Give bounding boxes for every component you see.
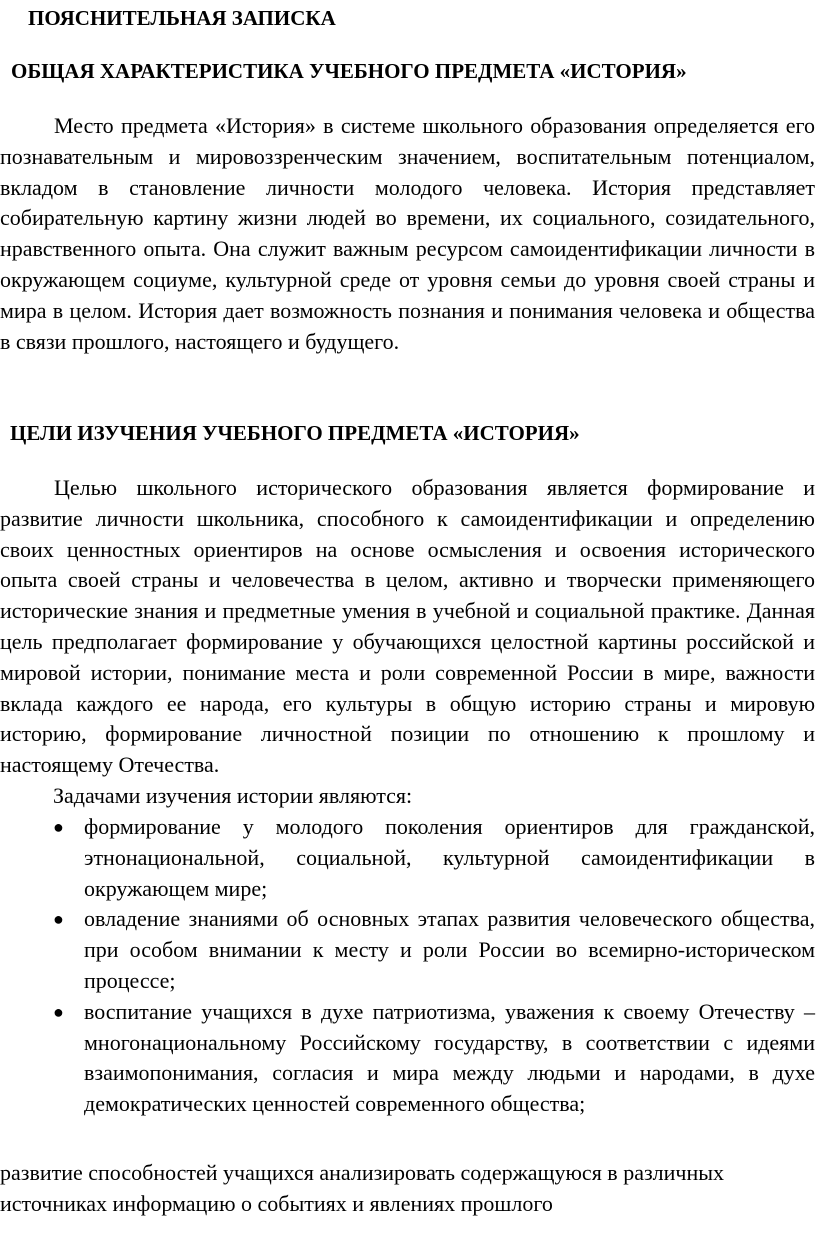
bullet-icon: ● xyxy=(53,909,64,930)
list-item xyxy=(0,997,815,1120)
section-heading-general: ОБЩАЯ ХАРАКТЕРИСТИКА УЧЕБНОГО ПРЕДМЕТА «ИСТОРИЯ» xyxy=(11,59,687,83)
list-item-text: формирование у молодого поколения ориентиров для гражданской, этнонациональной, социальной, культурной самоидентификации в окружающем мире; xyxy=(84,814,815,901)
list-item xyxy=(0,904,815,996)
document-title: ПОЯСНИТЕЛЬНАЯ ЗАПИСКА xyxy=(28,6,336,30)
bullet-icon: ● xyxy=(53,1001,64,1022)
list-item-text: овладение знаниями об основных этапах развития человеческого общества, при особом внимании к месту и роли России во всемирно-историческом процессе; xyxy=(84,906,815,993)
section-paragraph-general: Место предмета «История» в системе школьного образования определяется его познавательным и мировоззренческим значением, воспитательным потенциалом, вкладом в становление личности молодого человека. История представляет собирательную картину жизни людей во времени, их социального, созидательного, нравственного опыта. Она служит важным ресурсом самоидентификации личности в окружающем социуме, культурной среде от уровня семьи до уровня своей страны и мира в целом. История дает возможность познания и понимания человека и общества в связи прошлого, настоящего и будущего. xyxy=(0,113,815,354)
section-heading-goals: ЦЕЛИ ИЗУЧЕНИЯ УЧЕБНОГО ПРЕДМЕТА «ИСТОРИЯ» xyxy=(10,421,580,445)
bullet-icon: ● xyxy=(53,817,64,837)
list-item-text: воспитание учащихся в духе патриотизма, уважения к своему Отечеству – многонациональному Российскому государству, в соответствии с идеями взаимопонимания, согласия и мира между людьми и народами, в духе демократических ценностей современного общества; xyxy=(84,998,815,1117)
tasks-intro: Задачами изучения истории являются: xyxy=(53,783,413,808)
closing-paragraph: развитие способностей учащихся анализировать содержащуюся в различных источниках информацию о событиях и явлениях прошлого xyxy=(0,1160,725,1216)
section-paragraph-goals: Целью школьного исторического образования является формирование и развитие личности школьника, способного к самоидентификации и определению своих ценностных ориентиров на основе осмысления и освоения исторического опыта своей страны и человечества в целом, активно и творчески применяющего исторические знания и предметные умения в учебной и социальной практике. Данная цель предполагает формирование у обучающихся целостной картины российской и мировой истории, понимание места и роли современной России в мире, важности вклада каждого ее народа, его культуры в общую историю страны и мировую историю, формирование личностной позиции по отношению к прошлому и настоящему Отечества. xyxy=(0,475,815,778)
tasks-list xyxy=(0,812,816,1120)
list-item xyxy=(0,812,815,904)
